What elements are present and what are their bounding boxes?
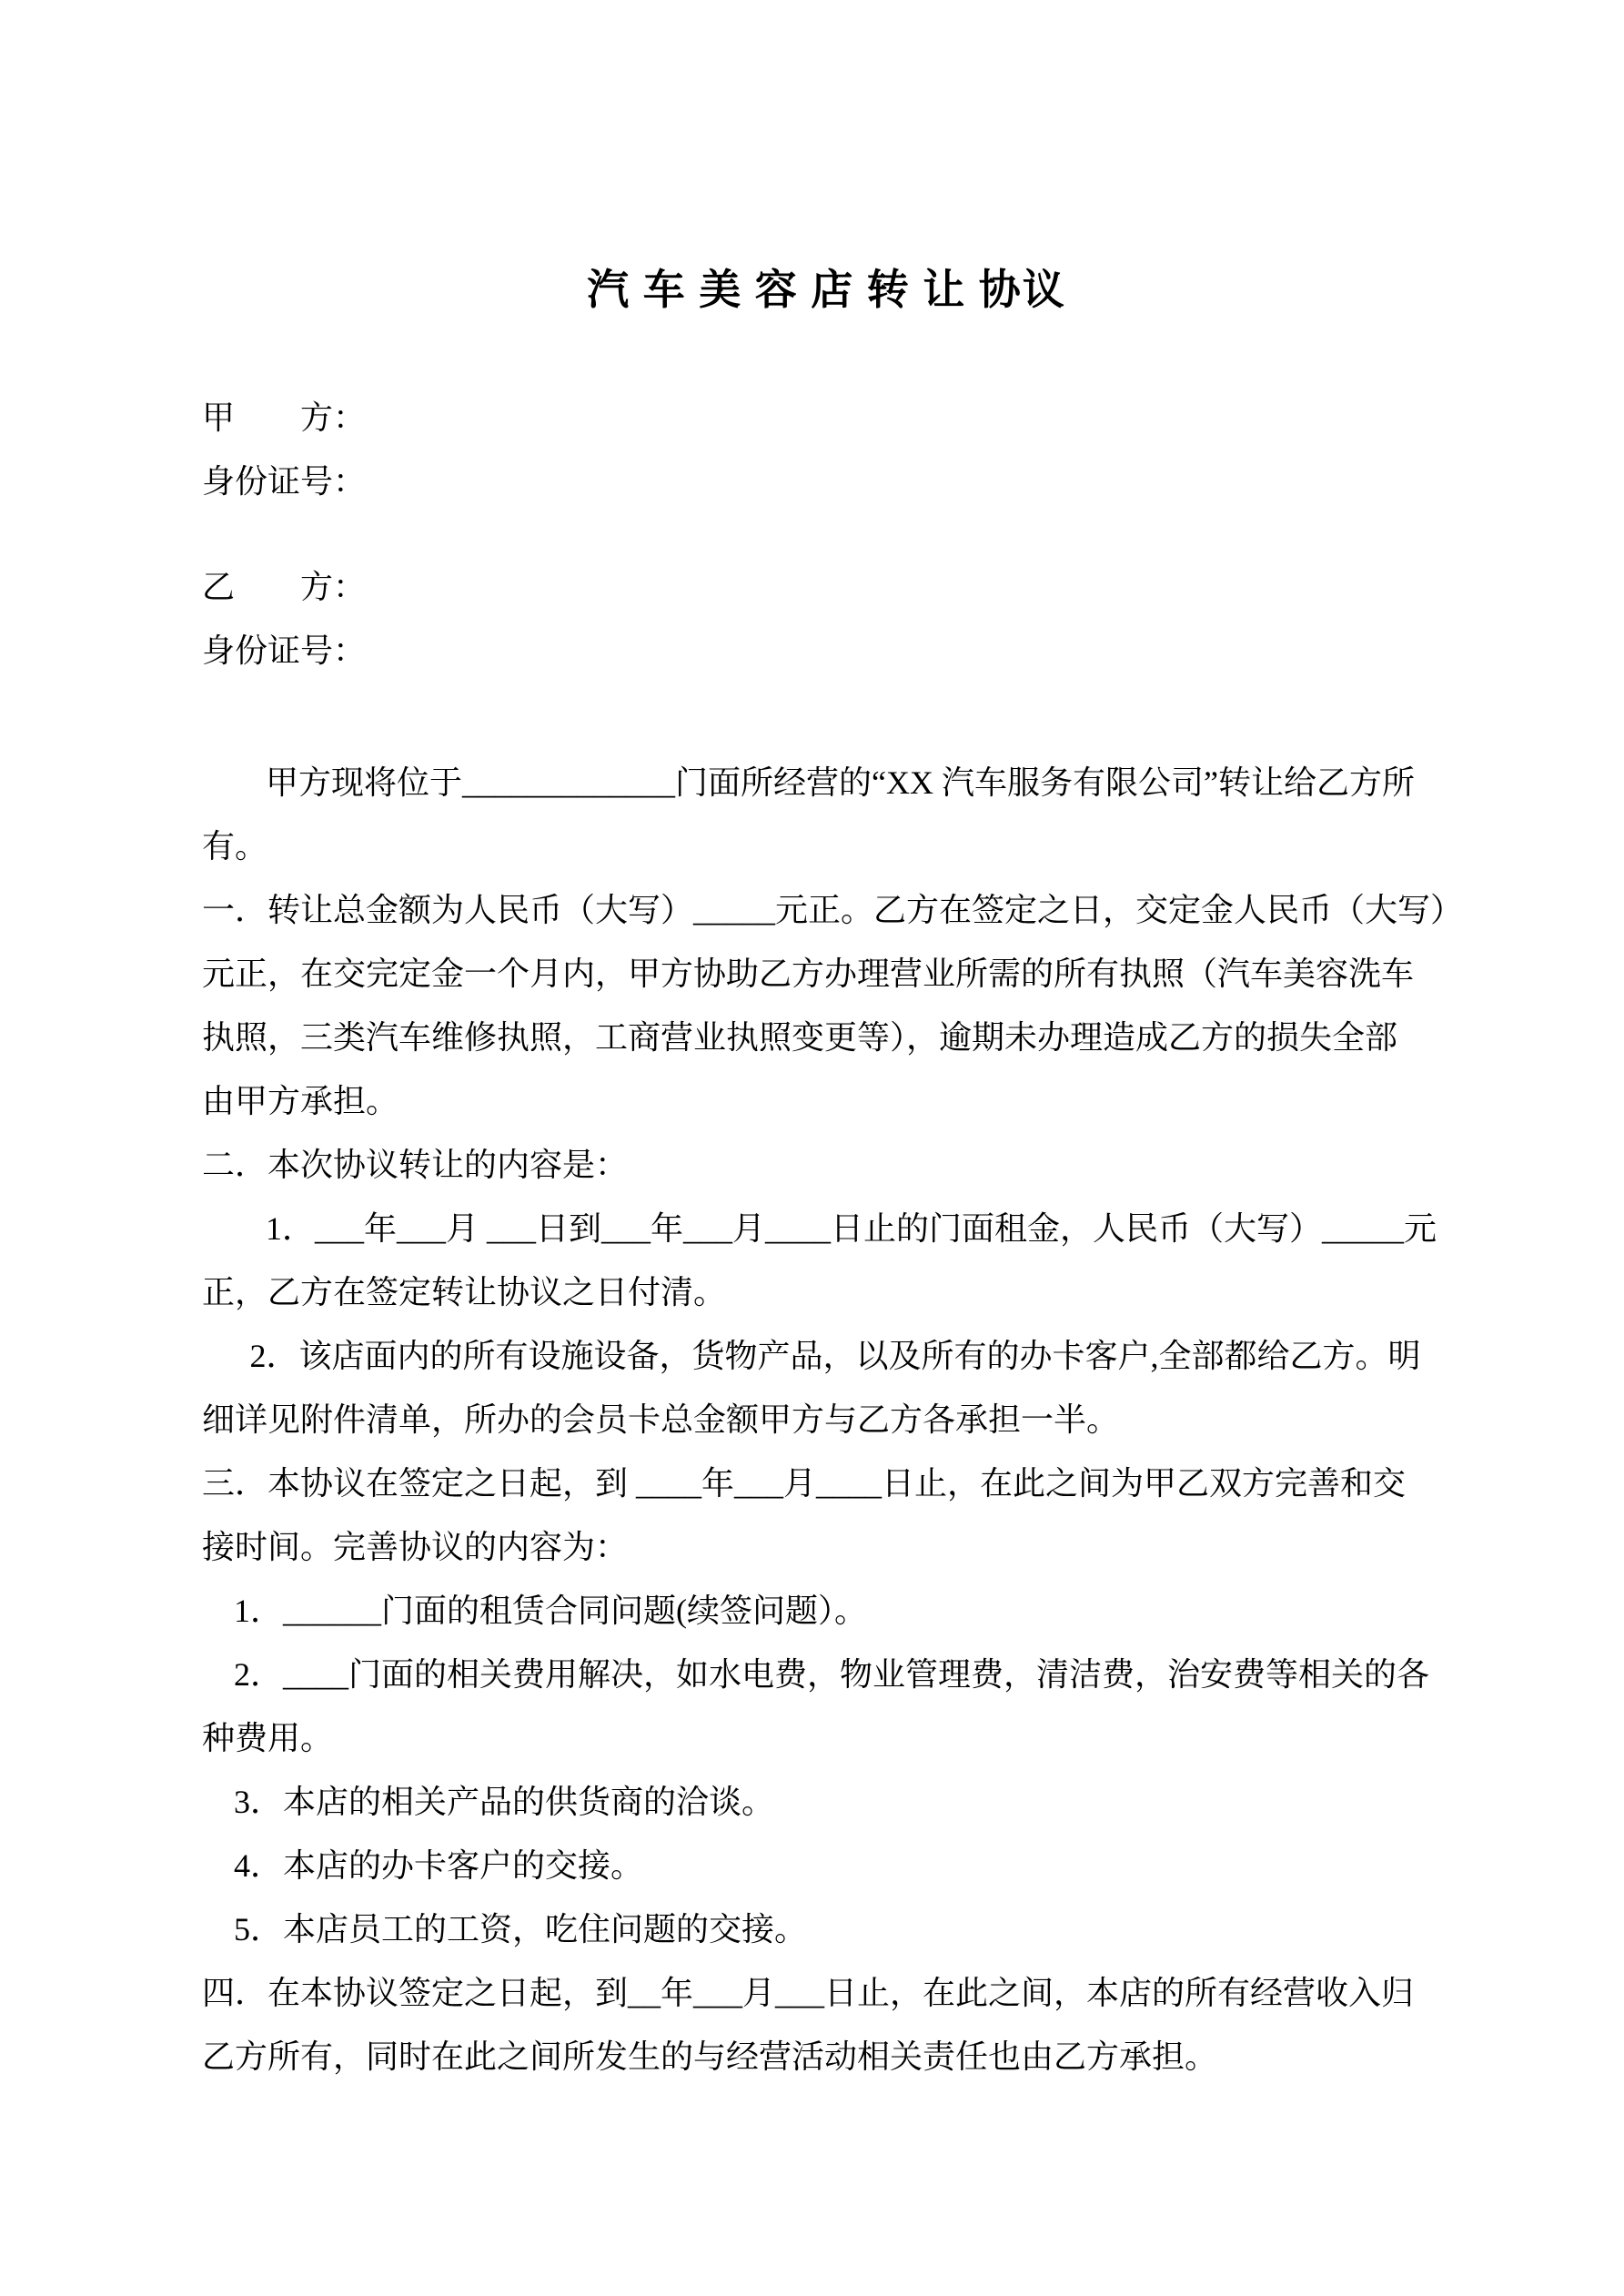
document-line: 甲方现将位于_____________门面所经营的“XX 汽车服务有限公司”转让给乙方所: [266, 764, 1415, 801]
document-line: 2．____门面的相关费用解决，如水电费，物业管理费，清洁费，治安费等相关的各: [234, 1656, 1430, 1693]
document-line: 由甲方承担。: [202, 1083, 399, 1119]
document-line: 三．本协议在签定之日起，到 ____年___月____日止，在此之间为甲乙双方完善和交: [202, 1465, 1407, 1502]
document-line: 种费用。: [202, 1720, 334, 1756]
document-line: 接时间。完善协议的内容为：: [202, 1529, 629, 1565]
document-line: 2．该店面内的所有设施设备，货物产品，以及所有的办卡客户,全部都给乙方。明: [249, 1338, 1421, 1374]
document-line: 四．在本协议签定之日起，到__年___月___日止，在此之间，本店的所有经营收入归: [202, 1975, 1415, 2011]
document-line: 有。: [202, 828, 268, 865]
document-line: 1．___年___月 ___日到___年___月____日止的门面租金，人民币（大写）_____元: [266, 1210, 1437, 1247]
party-b-block: [202, 555, 1451, 683]
document-line: 正，乙方在签定转让协议之日付清。: [202, 1274, 727, 1310]
document-line: 4．本店的办卡客户的交接。: [234, 1847, 644, 1884]
document-line: 1．______门面的租赁合同问题(续签问题）。: [234, 1593, 867, 1629]
party-a-label: 甲 方：: [202, 400, 367, 436]
document-line: 一．转让总金额为人民币（大写）_____元正。乙方在签定之日，交定金人民币（大写）: [202, 892, 1464, 928]
document-line: 3．本店的相关产品的供货商的洽谈。: [234, 1784, 775, 1820]
party-a-id-label: 身份证号：: [202, 463, 367, 500]
document-line: 二．本次协议转让的内容是：: [202, 1147, 629, 1183]
document-line: 乙方所有，同时在此之间所发生的与经营活动相关责任也由乙方承担。: [202, 2038, 1218, 2075]
contract-body: [202, 751, 1464, 2089]
party-a-block: [202, 386, 1451, 513]
document-line: 执照，三类汽车维修执照，工商营业执照变更等），逾期未办理造成乙方的损失全部: [202, 1019, 1398, 1056]
party-b-label: 乙 方：: [202, 569, 367, 605]
party-b-id-label: 身份证号：: [202, 632, 367, 669]
document-line: 细详见附件清单，所办的会员卡总金额甲方与乙方各承担一半。: [202, 1401, 1120, 1438]
document-line: 5．本店员工的工资，吃住问题的交接。: [234, 1911, 808, 1947]
document-title: 汽 车 美 容 店 转 让 协议: [587, 267, 1066, 313]
document-line: 元正，在交完定金一个月内，甲方协助乙方办理营业所需的所有执照（汽车美容洗车: [202, 956, 1415, 992]
